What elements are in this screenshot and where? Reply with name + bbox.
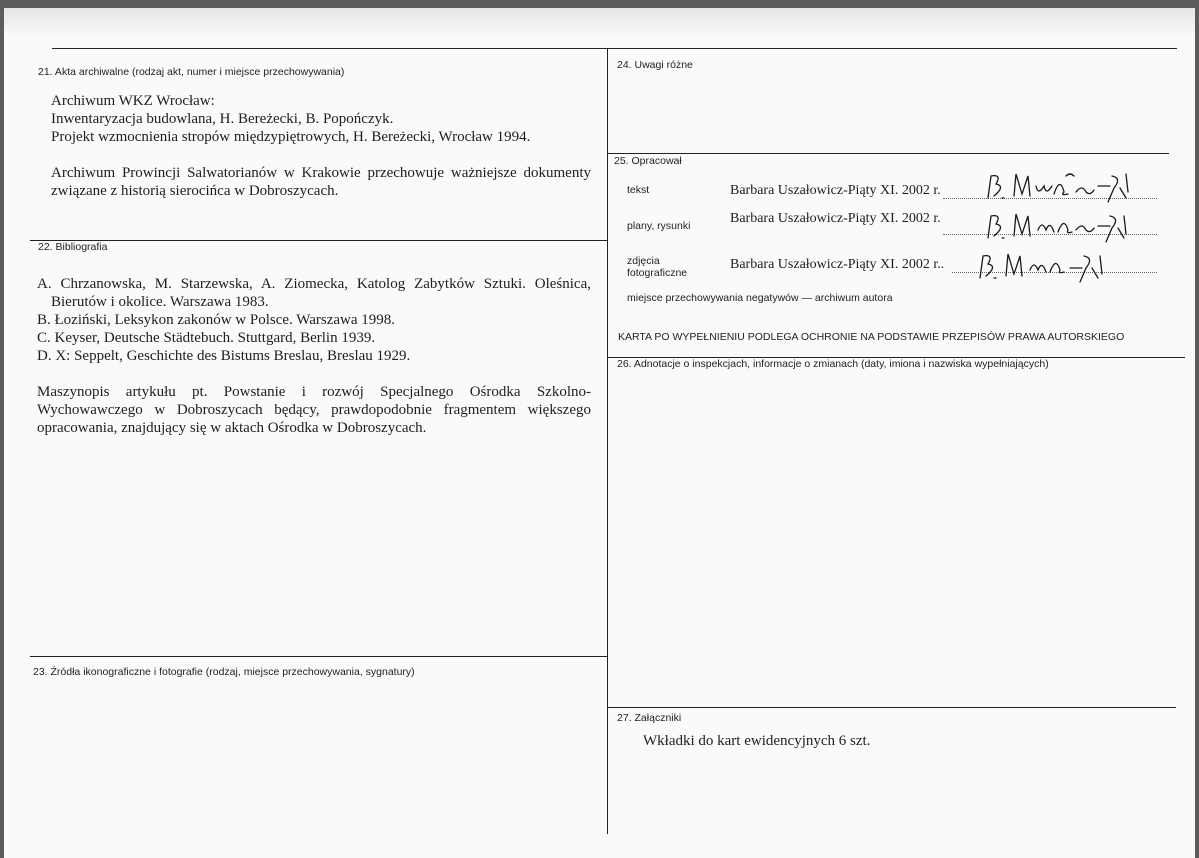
section-25-label: 25. Opracował <box>614 155 682 167</box>
author-value: Barbara Uszałowicz-Piąty XI. 2002 r.. <box>730 257 945 272</box>
author-value: Barbara Uszałowicz-Piąty XI. 2002 r. <box>730 211 941 226</box>
section-23-label: 23. Źródła ikonograficzne i fotografie (rodzaj, miejsce przechowywania, sygnatury) <box>33 666 415 678</box>
field-label-drawings: plany, rysunki <box>627 220 691 232</box>
handwritten-signature <box>980 166 1130 206</box>
bibliography-entry: D. X: Seppelt, Geschichte des Bistums Breslau, Breslau 1929. <box>37 348 411 364</box>
field-label-photos-line1: zdjęcia <box>627 255 660 267</box>
typescript-paragraph: Maszynopis artykułu pt. Powstanie i rozwój Specjalnego Ośrodka Szkolno-Wychowawczego w Dobroszycach będący, prawdopodobnie fragmentem większego opracowania, znajdujący się w aktach Ośrodka w Dobroszycach. <box>37 384 591 436</box>
archive-records-text <box>51 92 591 200</box>
copyright-notice: KARTA PO WYPEŁNIENIU PODLEGA OCHRONIE NA PODSTAWIE PRZEPISÓW PRAWA AUTORSKIEGO <box>618 331 1125 343</box>
bibliography-entry: C. Keyser, Deutsche Städtebuch. Stuttgard, Berlin 1939. <box>37 330 376 346</box>
rule-26-27 <box>607 707 1176 708</box>
rule-middle-vertical <box>607 48 608 834</box>
handwritten-signature <box>972 246 1112 286</box>
author-value: Barbara Uszałowicz-Piąty XI. 2002 r. <box>730 183 941 198</box>
field-label-photos-line2: fotograficzne <box>627 267 688 279</box>
archive-paragraph: Archiwum Prowincji Salwatorianów w Krakowie przechowuje ważniejsze dokumenty związane z historią sierocińca w Dobroszycach. <box>51 165 591 199</box>
rule-top-right <box>607 48 1177 49</box>
archive-line: Inwentaryzacja budowlana, H. Bereżecki, B. Popończyk. <box>51 111 394 127</box>
section-24-label: 24. Uwagi różne <box>617 59 693 71</box>
field-label-photos <box>627 255 687 279</box>
handwritten-signature <box>980 204 1130 244</box>
rule-top-left <box>52 48 607 49</box>
field-label-text: tekst <box>627 184 650 196</box>
bibliography-entry: B. Łoziński, Leksykon zakonów w Polsce. Warszawa 1998. <box>37 312 396 328</box>
negatives-location: miejsce przechowywania negatywów — archiwum autora <box>627 292 893 304</box>
scan-edge <box>4 8 1195 38</box>
section-27-label: 27. Załączniki <box>617 712 682 724</box>
bibliography-text <box>37 275 591 437</box>
archive-line: Projekt wzmocnienia stropów międzypiętrowych, H. Bereżecki, Wrocław 1994. <box>51 129 531 145</box>
rule-21-22 <box>30 240 607 241</box>
section-22-label: 22. Bibliografia <box>38 241 108 253</box>
rule-22-23 <box>30 656 607 657</box>
section-21-label: 21. Akta archiwalne (rodzaj akt, numer i miejsce przechowywania) <box>38 66 345 78</box>
archive-line: Archiwum WKZ Wrocław: <box>51 93 215 109</box>
rule-24-25 <box>607 153 1169 154</box>
bibliography-entry: A. Chrzanowska, M. Starzewska, A. Ziomecka, Katolog Zabytków Sztuki. Oleśnica, Bierutów i okolice. Warszawa 1983. <box>37 276 591 310</box>
attachments-text: Wkładki do kart ewidencyjnych 6 szt. <box>643 733 871 749</box>
section-26-label: 26. Adnotacje o inspekcjach, informacje o zmianach (daty, imiona i nazwiska wypełniających) <box>617 358 1049 370</box>
